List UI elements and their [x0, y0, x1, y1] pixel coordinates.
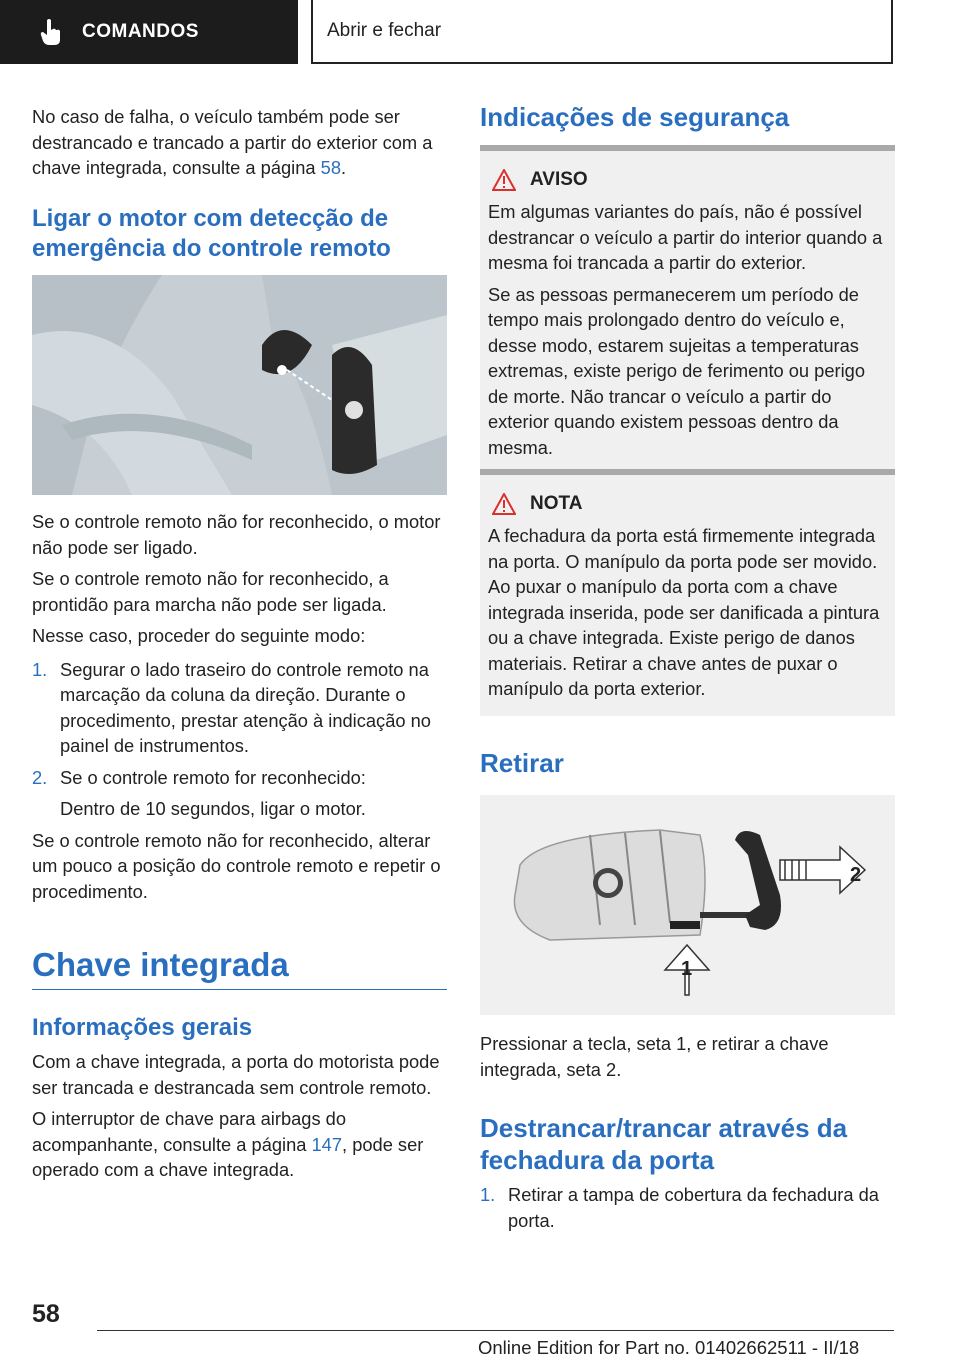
note-title: NOTA: [488, 493, 887, 515]
warning-triangle-icon: [492, 493, 516, 515]
intro-paragraph: No caso de falha, o veículo também pode ser destrancado e trancado a partir do exterior com a chave integrada, consulte a página 58.: [32, 106, 433, 178]
paragraph-driver-door: Com a chave integrada, a porta do motorista pode ser trancada e destrancada sem controle remoto.: [32, 1051, 440, 1098]
heading-safety: Indicações de segurança: [480, 102, 790, 132]
note-box: [480, 469, 895, 716]
page-link-147[interactable]: 147: [311, 1133, 343, 1155]
paragraph-not-recognized-drive: Se o controle remoto não for reconhecido, a prontidão para marcha não pode ser ligada.: [32, 568, 389, 615]
list-item: 1. Retirar a tampa de cobertura da fechadura da porta.: [480, 1184, 879, 1231]
right-lock-steps: [480, 1182, 895, 1233]
left-general: [32, 1013, 450, 1183]
heading-general-info: Informações gerais: [32, 1014, 253, 1041]
left-body: [32, 509, 450, 904]
section-tab: [0, 0, 298, 64]
right-remove-text: [480, 1031, 895, 1082]
section-label: COMANDOS: [82, 21, 199, 42]
heading-emergency-start: Ligar o motor com detecção de emergência do controle remoto: [32, 205, 391, 262]
list-item: 1. Segurar o lado traseiro do controle remoto na marcação da coluna da direção. Durante o procedimento, prestar atenção à indicação no painel de instrumentos.: [32, 658, 431, 756]
paragraph-remove-key: Pressionar a tecla, seta 1, e retirar a chave integrada, seta 2.: [480, 1033, 829, 1080]
heading-lock-via-door: Destrancar/trancar através da fechadura da porta: [480, 1113, 848, 1175]
paragraph-reposition: Se o controle remoto não for reconhecido, alterar um pouco a posição do controle remoto e repetir o procedimento.: [32, 829, 441, 902]
warning-triangle-icon: [492, 169, 516, 191]
list-item: 2. Se o controle remoto for reconhecido:: [32, 766, 366, 788]
paragraph-procedure: Nesse caso, proceder do seguinte modo:: [32, 625, 366, 646]
chapter-header: [311, 0, 893, 64]
heading-remove: Retirar: [480, 748, 564, 778]
warning-paragraph-2: Se as pessoas permanecerem um período de tempo mais prolongado dentro do veículo e, desse modo, estarem sujeitas a temperaturas extremas, existe perigo de ferimento ou perigo de morte. Não trancar o veículo a partir do exterior quando existem pessoas dentro da mesma.: [488, 283, 865, 458]
heading-integrated-key: Chave integrada: [32, 946, 289, 983]
left-intro: [32, 104, 450, 181]
step-2-detail: Dentro de 10 segundos, ligar o motor.: [60, 798, 366, 819]
chapter-title: Abrir e fechar: [327, 20, 442, 41]
arrow-1-label: 1: [681, 958, 693, 980]
key-section-heading: [32, 945, 447, 990]
edition-footer: Online Edition for Part no. 01402662511 - II/18: [478, 1337, 860, 1358]
steering-column-photo: [32, 275, 447, 495]
arrow-2-label: 2: [850, 864, 862, 886]
page-link-58[interactable]: 58: [320, 157, 341, 178]
footer-divider: [97, 1330, 894, 1331]
key-removal-figure: [480, 795, 895, 1015]
page-number: 58: [32, 1300, 60, 1328]
warning-box: [480, 145, 895, 474]
hand-pointer-icon: [40, 18, 62, 46]
warning-paragraph-1: Em algumas variantes do país, não é possível destrancar o veículo a partir do interior quando a mesma foi trancada a partir do exterior.: [488, 201, 883, 273]
note-paragraph: A fechadura da porta está firmemente integrada na porta. O manípulo da porta pode ser movido. Ao puxar o manípulo da porta com a chave integrada inserida, pode ser danificada a pintura ou a chave integrada. Existe perigo de danos materiais. Retirar a chave antes de puxar o manípulo da porta exterior.: [488, 525, 880, 699]
paragraph-airbag-switch: O interruptor de chave para airbags do acompanhante, consulte a página 147, pode ser operado com a chave integrada.: [32, 1108, 424, 1180]
warning-title: AVISO: [488, 169, 887, 191]
paragraph-not-recognized-motor: Se o controle remoto não for reconhecido, o motor não pode ser ligado.: [32, 511, 441, 558]
